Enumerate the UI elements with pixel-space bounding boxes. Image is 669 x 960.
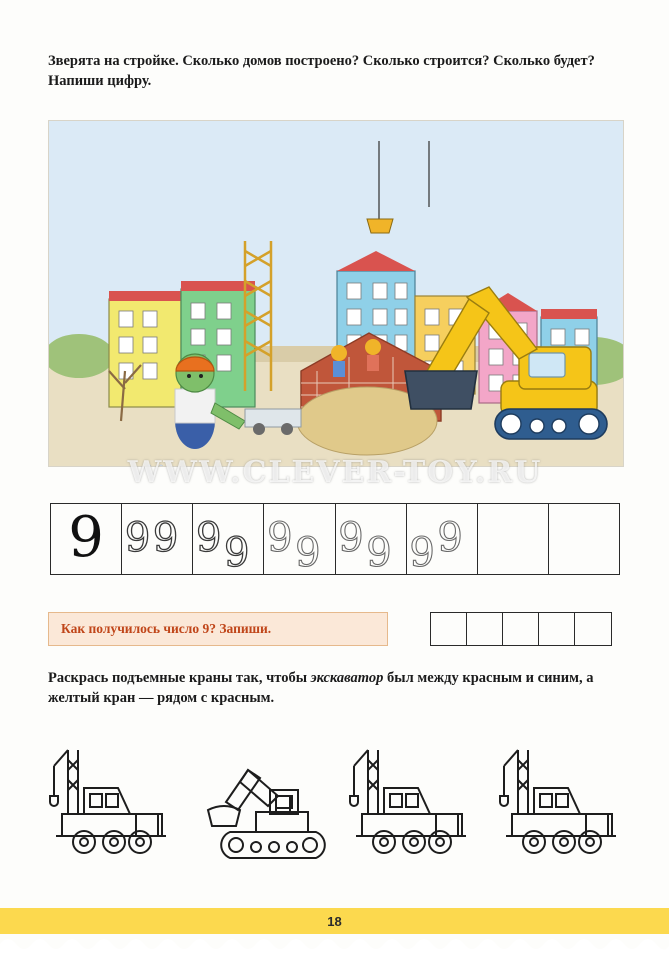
excavator-outline[interactable] xyxy=(190,726,340,876)
trace-cell-model[interactable] xyxy=(51,504,122,574)
vehicles-row xyxy=(40,726,640,876)
answer-box[interactable] xyxy=(503,613,539,645)
trace-dotted-digit: 9 xyxy=(295,530,321,577)
answer-box[interactable] xyxy=(575,613,611,645)
task2-part1: Раскрась подъемные краны так, чтобы xyxy=(48,670,311,686)
crane-truck-3-outline[interactable] xyxy=(490,726,640,876)
trace-dotted-digit: 9 xyxy=(409,530,435,577)
question-banner-text: Как получилось число 9? Запиши. xyxy=(61,621,272,636)
trace-dotted-digit: 9 xyxy=(338,515,364,562)
trace-cell[interactable] xyxy=(407,504,478,577)
trace-dotted-digit: 9 xyxy=(437,515,463,562)
task2-italic-word: экскаватор xyxy=(310,670,384,686)
answer-boxes[interactable] xyxy=(430,612,612,646)
footer-bar xyxy=(0,908,669,934)
trace-cell[interactable] xyxy=(336,504,407,577)
trace-dotted-digit: 9 xyxy=(195,515,222,562)
trace-dotted-digit: 9 xyxy=(267,515,293,562)
digit-tracing-grid[interactable] xyxy=(50,503,620,575)
trace-dotted-digit: 9 xyxy=(366,530,392,577)
trace-dotted-digit: 9 xyxy=(124,515,151,562)
trace-cell[interactable] xyxy=(193,504,264,577)
answer-box[interactable] xyxy=(467,613,503,645)
task1-instruction: Зверята на стройке. Сколько домов построено? Сколько строится? Сколько будет? Напиши цифру. xyxy=(48,53,595,89)
question-banner xyxy=(48,612,388,646)
trace-dotted-digit: 9 xyxy=(223,530,250,577)
trace-cell[interactable] xyxy=(264,504,335,577)
task2-instruction xyxy=(48,668,633,709)
crane-truck-1-outline[interactable] xyxy=(40,726,190,876)
answer-box[interactable] xyxy=(431,613,467,645)
task2-part2: был между красным и синим, а желтый кран — рядом с красным. xyxy=(48,670,594,707)
answer-box[interactable] xyxy=(539,613,575,645)
trace-model-digit: 9 xyxy=(68,504,104,570)
trace-cell[interactable] xyxy=(122,504,193,574)
trace-cell-empty[interactable] xyxy=(478,504,549,574)
illustration-construction-site xyxy=(48,120,624,467)
trace-cell-empty[interactable] xyxy=(549,504,619,574)
watermark-text: WWW.CLEVER-TOY.RU xyxy=(127,455,543,490)
crane-truck-2-outline[interactable] xyxy=(340,726,490,876)
page-number: 18 xyxy=(327,913,342,929)
trace-dotted-digit: 9 xyxy=(152,515,179,562)
page-bottom-edge xyxy=(0,934,669,960)
